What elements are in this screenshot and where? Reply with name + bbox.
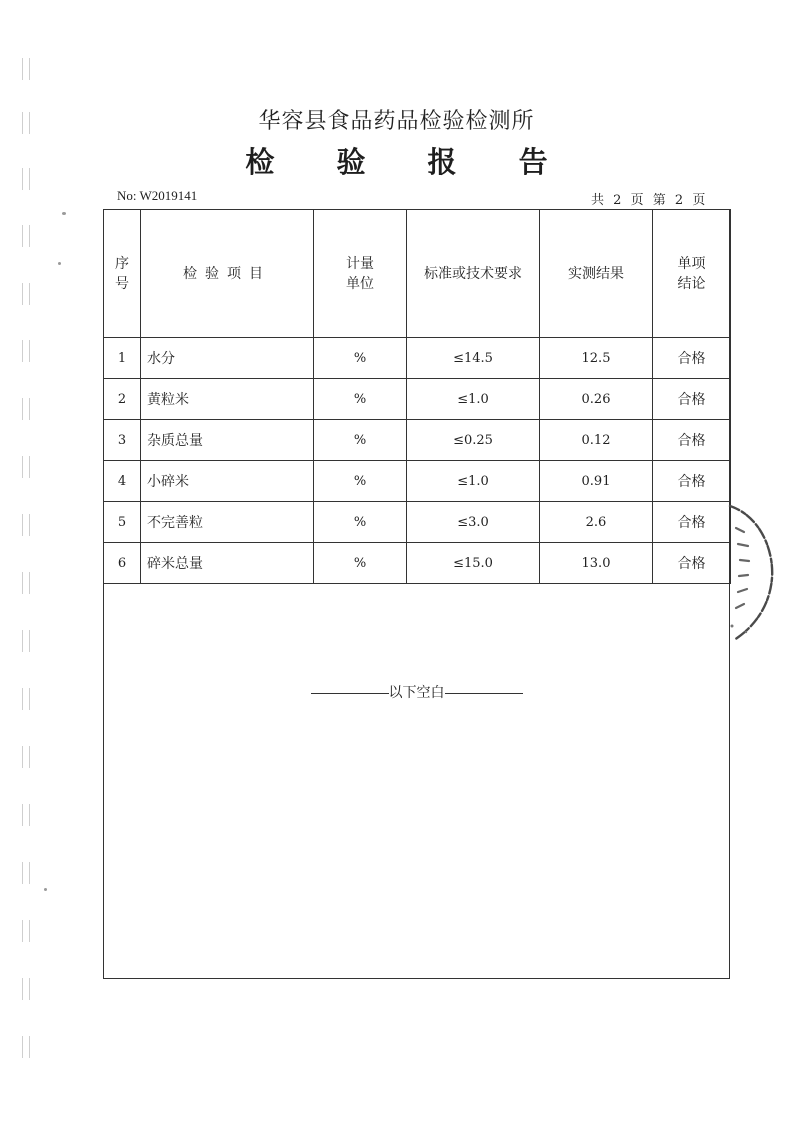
header-seq-line2: 号 xyxy=(115,275,129,292)
table-header-row xyxy=(104,210,731,338)
cell-seq: 6 xyxy=(104,543,141,584)
cell-item: 不完善粒 xyxy=(141,502,314,543)
cell-item: 水分 xyxy=(141,338,314,379)
table-row xyxy=(104,420,731,461)
header-seq-line1: 序 xyxy=(115,255,129,272)
cell-conclusion: 合格 xyxy=(653,461,731,502)
cell-unit: % xyxy=(314,420,407,461)
cell-item: 碎米总量 xyxy=(141,543,314,584)
cell-unit: % xyxy=(314,461,407,502)
binding-mark xyxy=(22,746,30,768)
current-unit: 页 xyxy=(692,193,707,208)
blank-below-text: 以下空白 xyxy=(388,685,445,701)
header-standard: 标准或技术要求 xyxy=(407,210,540,338)
cell-unit: % xyxy=(314,543,407,584)
binding-mark xyxy=(22,58,30,80)
cell-conclusion: 合格 xyxy=(653,502,731,543)
cell-conclusion: 合格 xyxy=(653,338,731,379)
cell-result: 0.12 xyxy=(540,420,653,461)
header-conclusion-line1: 单项 xyxy=(677,255,706,272)
current-page: 2 xyxy=(674,193,685,208)
header-seq xyxy=(104,210,141,338)
cell-result: 0.91 xyxy=(540,461,653,502)
total-unit: 页 xyxy=(630,193,645,208)
results-table xyxy=(103,209,731,584)
header-result: 实测结果 xyxy=(540,210,653,338)
binding-mark xyxy=(22,1036,30,1058)
cell-standard: ≤15.0 xyxy=(407,543,540,584)
cell-seq: 4 xyxy=(104,461,141,502)
binding-mark xyxy=(22,514,30,536)
official-seal-fragment xyxy=(726,498,793,646)
binding-mark xyxy=(22,862,30,884)
binding-mark xyxy=(22,456,30,478)
dash-right xyxy=(445,693,523,694)
cell-result: 2.6 xyxy=(540,502,653,543)
blank-below-note xyxy=(0,682,793,702)
header-conclusion xyxy=(653,210,731,338)
cell-item: 黄粒米 xyxy=(141,379,314,420)
cell-unit: % xyxy=(314,502,407,543)
cell-seq: 2 xyxy=(104,379,141,420)
cell-standard: ≤1.0 xyxy=(407,379,540,420)
cell-result: 12.5 xyxy=(540,338,653,379)
report-title: 检 验 报 告 xyxy=(245,145,574,179)
binding-mark xyxy=(22,283,30,305)
report-number xyxy=(117,188,197,204)
cell-conclusion: 合格 xyxy=(653,420,731,461)
header-item: 检验项目 xyxy=(141,210,314,338)
cell-seq: 1 xyxy=(104,338,141,379)
cell-conclusion: 合格 xyxy=(653,379,731,420)
total-label: 共 xyxy=(591,193,606,208)
organization-name: 华容县食品药品检验检测所 xyxy=(258,109,535,134)
cell-unit: % xyxy=(314,338,407,379)
cell-item: 杂质总量 xyxy=(141,420,314,461)
total-pages: 2 xyxy=(613,193,623,208)
cell-seq: 5 xyxy=(104,502,141,543)
cell-standard: ≤0.25 xyxy=(407,420,540,461)
binding-mark xyxy=(22,225,30,247)
report-number-value: W2019141 xyxy=(139,188,198,203)
scan-speck xyxy=(58,262,61,265)
binding-mark xyxy=(22,630,30,652)
cell-result: 0.26 xyxy=(540,379,653,420)
scan-speck xyxy=(62,212,66,215)
header-unit xyxy=(314,210,407,338)
table-row xyxy=(104,338,731,379)
cell-conclusion: 合格 xyxy=(653,543,731,584)
cell-standard: ≤1.0 xyxy=(407,461,540,502)
binding-mark xyxy=(22,920,30,942)
binding-mark xyxy=(22,398,30,420)
binding-mark xyxy=(22,978,30,1000)
table-row xyxy=(104,461,731,502)
table-row xyxy=(104,502,731,543)
cell-seq: 3 xyxy=(104,420,141,461)
dash-left xyxy=(311,693,389,694)
binding-mark xyxy=(22,804,30,826)
header-conclusion-line2: 结论 xyxy=(677,275,706,292)
cell-standard: ≤14.5 xyxy=(407,338,540,379)
page-indicator xyxy=(591,189,709,208)
header-unit-line1: 计量 xyxy=(346,255,374,272)
scan-speck xyxy=(44,888,47,891)
cell-result: 13.0 xyxy=(540,543,653,584)
table-row xyxy=(104,379,731,420)
binding-mark xyxy=(22,340,30,362)
header-unit-line2: 单位 xyxy=(346,275,374,292)
table-row xyxy=(104,543,731,584)
binding-mark xyxy=(22,572,30,594)
current-label: 第 xyxy=(652,193,667,208)
report-number-label: No: xyxy=(117,188,137,203)
cell-standard: ≤3.0 xyxy=(407,502,540,543)
cell-item: 小碎米 xyxy=(141,461,314,502)
cell-unit: % xyxy=(314,379,407,420)
